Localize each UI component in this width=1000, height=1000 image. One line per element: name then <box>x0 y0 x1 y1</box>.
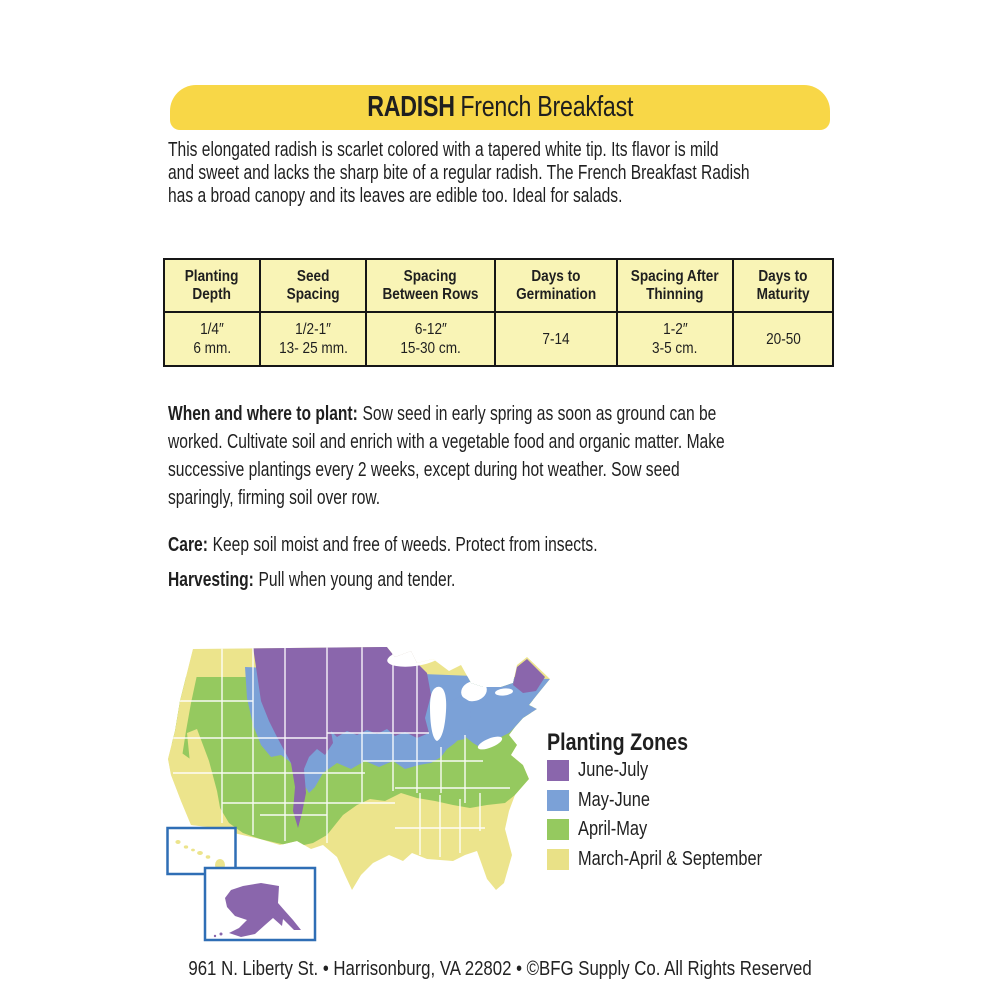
planting-zones-map <box>165 643 555 943</box>
table-value-seed-spacing: 1/2-1″ 13- 25 mm. <box>261 313 367 365</box>
description-paragraph <box>168 139 968 208</box>
legend-title: Planting Zones <box>547 729 689 756</box>
table-header-seed-spacing: Seed Spacing <box>261 260 367 313</box>
legend-row-march-april-september <box>547 848 803 870</box>
variety-name-bold: RADISH <box>367 91 455 123</box>
table-value-spacing-after-thinning: 1-2″ 3-5 cm. <box>618 313 734 365</box>
section-label: When and where to plant: <box>168 403 358 425</box>
variety-name-regular: French Breakfast <box>460 91 633 123</box>
legend-swatch-june-july <box>547 760 569 781</box>
legend-row-may-june <box>547 789 666 811</box>
section-label: Harvesting: <box>168 569 254 591</box>
table-header-spacing-after-thinning: Spacing After Thinning <box>618 260 734 313</box>
legend-row-june-july <box>547 759 664 781</box>
table-header-planting-depth: Planting Depth <box>165 260 261 313</box>
table-value-days-to-maturity: 20-50 <box>765 330 801 348</box>
legend-swatch-march-april-september <box>547 849 569 870</box>
us-map-svg <box>165 643 555 943</box>
legend-label: June-July <box>578 759 649 781</box>
legend-row-april-may <box>547 818 662 840</box>
care-section: Care: Keep soil moist and free of weeds. Protect from insects. <box>168 534 598 556</box>
description-line: and sweet and lacks the sharp bite of a regular radish. The French Breakfast Radish <box>168 162 750 184</box>
alaska-inset <box>205 868 315 940</box>
section-label: Care: <box>168 534 208 556</box>
description-line: has a broad canopy and its leaves are edible too. Ideal for salads. <box>168 185 623 207</box>
page-title <box>367 85 633 130</box>
table-value-spacing-between-rows: 6-12″ 15-30 cm. <box>367 313 496 365</box>
footer-address-line: 961 N. Liberty St. • Harrisonburg, VA 22802 • ©BFG Supply Co. All Rights Reserved <box>188 958 812 980</box>
harvesting-section: Harvesting: Pull when young and tender. <box>168 569 456 591</box>
title-banner <box>170 85 830 130</box>
planting-spec-table <box>163 258 834 367</box>
table-header-days-to-germination: Days to Germination <box>496 260 618 313</box>
table-header-spacing-between-rows: Spacing Between Rows <box>367 260 496 313</box>
table-header-days-to-maturity: Days to Maturity <box>734 260 832 313</box>
description-line: This elongated radish is scarlet colored with a tapered white tip. Its flavor is mild <box>168 139 719 161</box>
table-value-days-to-germination: 7-14 <box>496 313 618 365</box>
table-value-planting-depth: 1/4″ 6 mm. <box>165 313 261 365</box>
when-where-to-plant-section: When and where to plant: Sow seed in early spring as soon as ground can be worked. Cultivate soil and enrich with a vegetable food and organic matter. Make successive plantings every 2 weeks, except during hot weather. Sow seed sparingly, firming soil over row. <box>168 403 725 509</box>
legend-label: March-April & September <box>578 848 763 870</box>
legend-label: April-May <box>578 818 648 840</box>
legend-label: May-June <box>578 789 651 811</box>
legend-swatch-april-may <box>547 819 569 840</box>
legend-swatch-may-june <box>547 790 569 811</box>
